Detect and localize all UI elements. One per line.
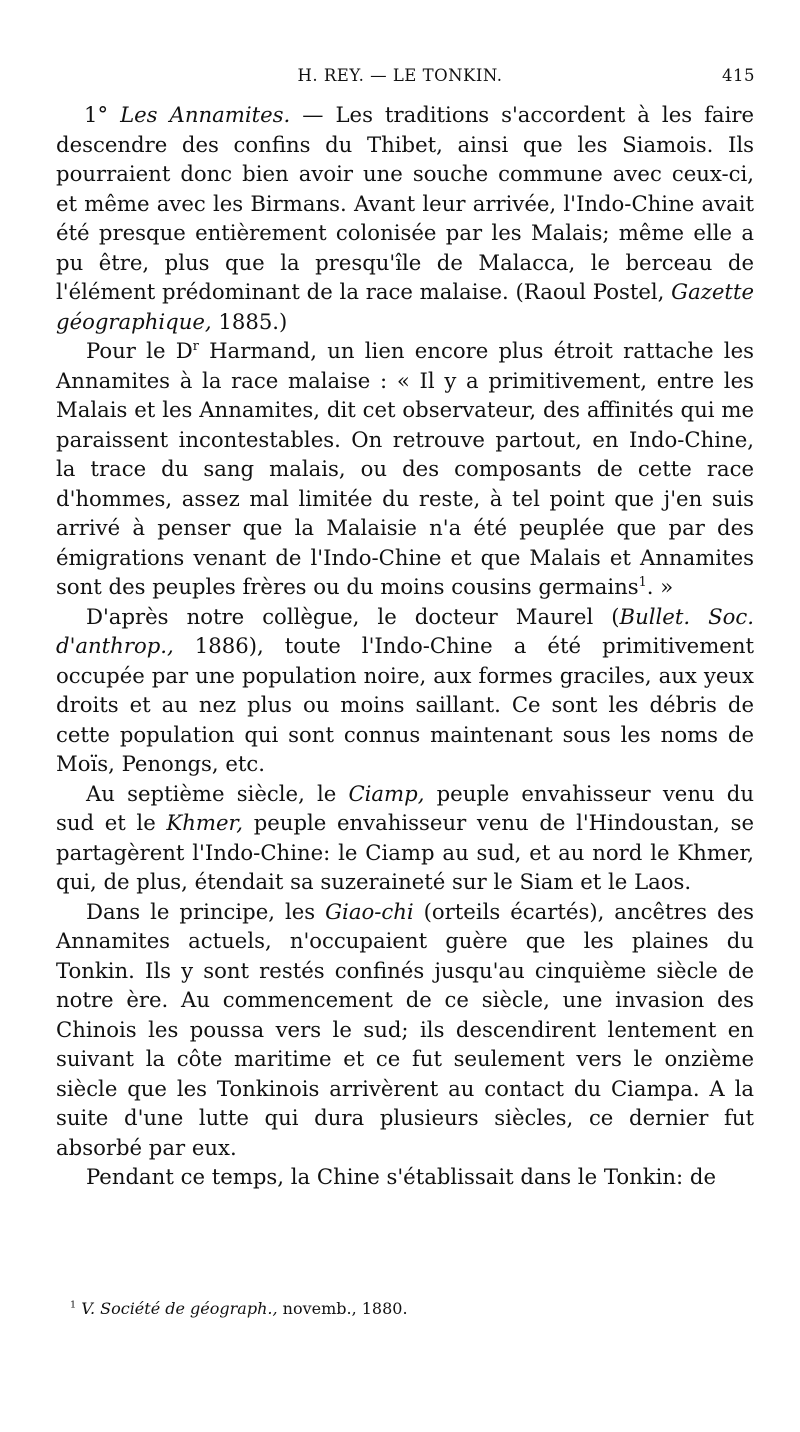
paragraph-text: 1886), toute l'Indo-Chine a été primitivement occupée par une population noire, aux formes graciles, aux yeux droits et au nez plus ou moins saillant. Ce sont les débris de cette population qui sont connus maintenant sous les noms de Moïs, Penongs, etc.: [56, 633, 754, 776]
footnote-text: novemb., 1880.: [277, 1299, 408, 1318]
paragraph-4: [56, 779, 754, 897]
paragraph-text: (orteils écartés), ancêtres des Annamites actuels, n'occupaient guère que les plaines du Tonkin. Ils y sont restés confinés jusqu'au cinquième siècle de notre ère. Au commencement de ce siècle, une invasion des Chinois les poussa vers le sud; ils descendirent lentement en suivant la côte maritime et ce fut seulement vers le onzième siècle que les Tonkinois arrivèrent au contact du Ciampa. A la suite d'une lutte qui dura plusieurs siècles, ce dernier fut absorbé par eux.: [56, 898, 754, 1160]
paragraph-6: [56, 1162, 754, 1192]
footnote-mark: 1: [70, 1299, 77, 1311]
paragraph-text: D'après notre collègue, le docteur Maurel (: [86, 603, 620, 629]
superscript: r: [192, 337, 199, 353]
paragraph-text: . »: [646, 574, 674, 599]
paragraph-text: Dans le principe, les: [86, 898, 326, 924]
body-text: [56, 100, 754, 1192]
running-head: [0, 66, 800, 94]
paragraph-text: peuple envahisseur venu du sud et le: [56, 780, 754, 835]
paragraph-text: 1885.): [211, 308, 288, 334]
section-title: Les Annamites.: [120, 102, 291, 127]
paragraph-text: Au septième siècle, le: [86, 780, 349, 806]
italic-term: Ciamp,: [348, 780, 425, 806]
page-number: 415: [722, 66, 755, 85]
paragraph-text: Harmand, un lien encore plus étroit rattache les Annamites à la race malaise : « Il y a primitivement, entre les Malais et les Annamites, dit cet observateur, des affinités qui me paraissent incontestables. On retrouve partout, en Indo-Chine, la trace du sang malais, ou des composants de cette race d'hommes, assez mal limitée du reste, à tel point que j'en suis arrivé à penser que la Malaisie n'a été peuplée que par des émigrations venant de l'Indo-Chine et que Malais et Annamites sont des peuples frères ou du moins cousins germains: [56, 338, 754, 599]
footnote-ref: 1: [638, 573, 647, 589]
paragraph-1: [56, 100, 754, 336]
paragraph-text: — Les traditions s'accordent à les faire descendre des confins du Thibet, ainsi que les Siamois. Ils pourraient donc bien avoir une souche commune avec ceux-ci, et même avec les Birmans. Avant leur arrivée, l'Indo-Chine avait été presque entièrement colonisée par les Malais; même elle a pu être, plus que la presqu'île de Malacca, le berceau de l'élément prédominant de la race malaise. (Raoul Postel,: [56, 102, 755, 304]
paragraph-text: Pour le D: [86, 338, 193, 363]
footnote-source: V. Société de géograph.,: [81, 1299, 278, 1318]
italic-term: Khmer,: [166, 810, 244, 835]
paragraph-text: peuple envahisseur venu de l'Hindoustan, se partagèrent l'Indo-Chine: le Ciamp au sud, et au nord le Khmer, qui, de plus, étendait sa suzeraineté sur le Siam et le Laos.: [56, 810, 755, 894]
running-title: H. REY. — LE TONKIN.: [297, 66, 503, 85]
paragraph-2: [56, 336, 754, 602]
paragraph-3: [56, 602, 754, 779]
footnote: [70, 1298, 760, 1320]
paragraph-text: Pendant ce temps, la Chine s'établissait dans le Tonkin: de: [86, 1164, 716, 1189]
paragraph-5: [56, 897, 754, 1163]
citation-title: Bullet. Soc. d'anthrop.,: [56, 603, 754, 658]
section-number: 1°: [84, 102, 121, 127]
citation-title: Gazette géographique,: [56, 279, 754, 334]
italic-term: Giao-chi: [325, 898, 414, 924]
